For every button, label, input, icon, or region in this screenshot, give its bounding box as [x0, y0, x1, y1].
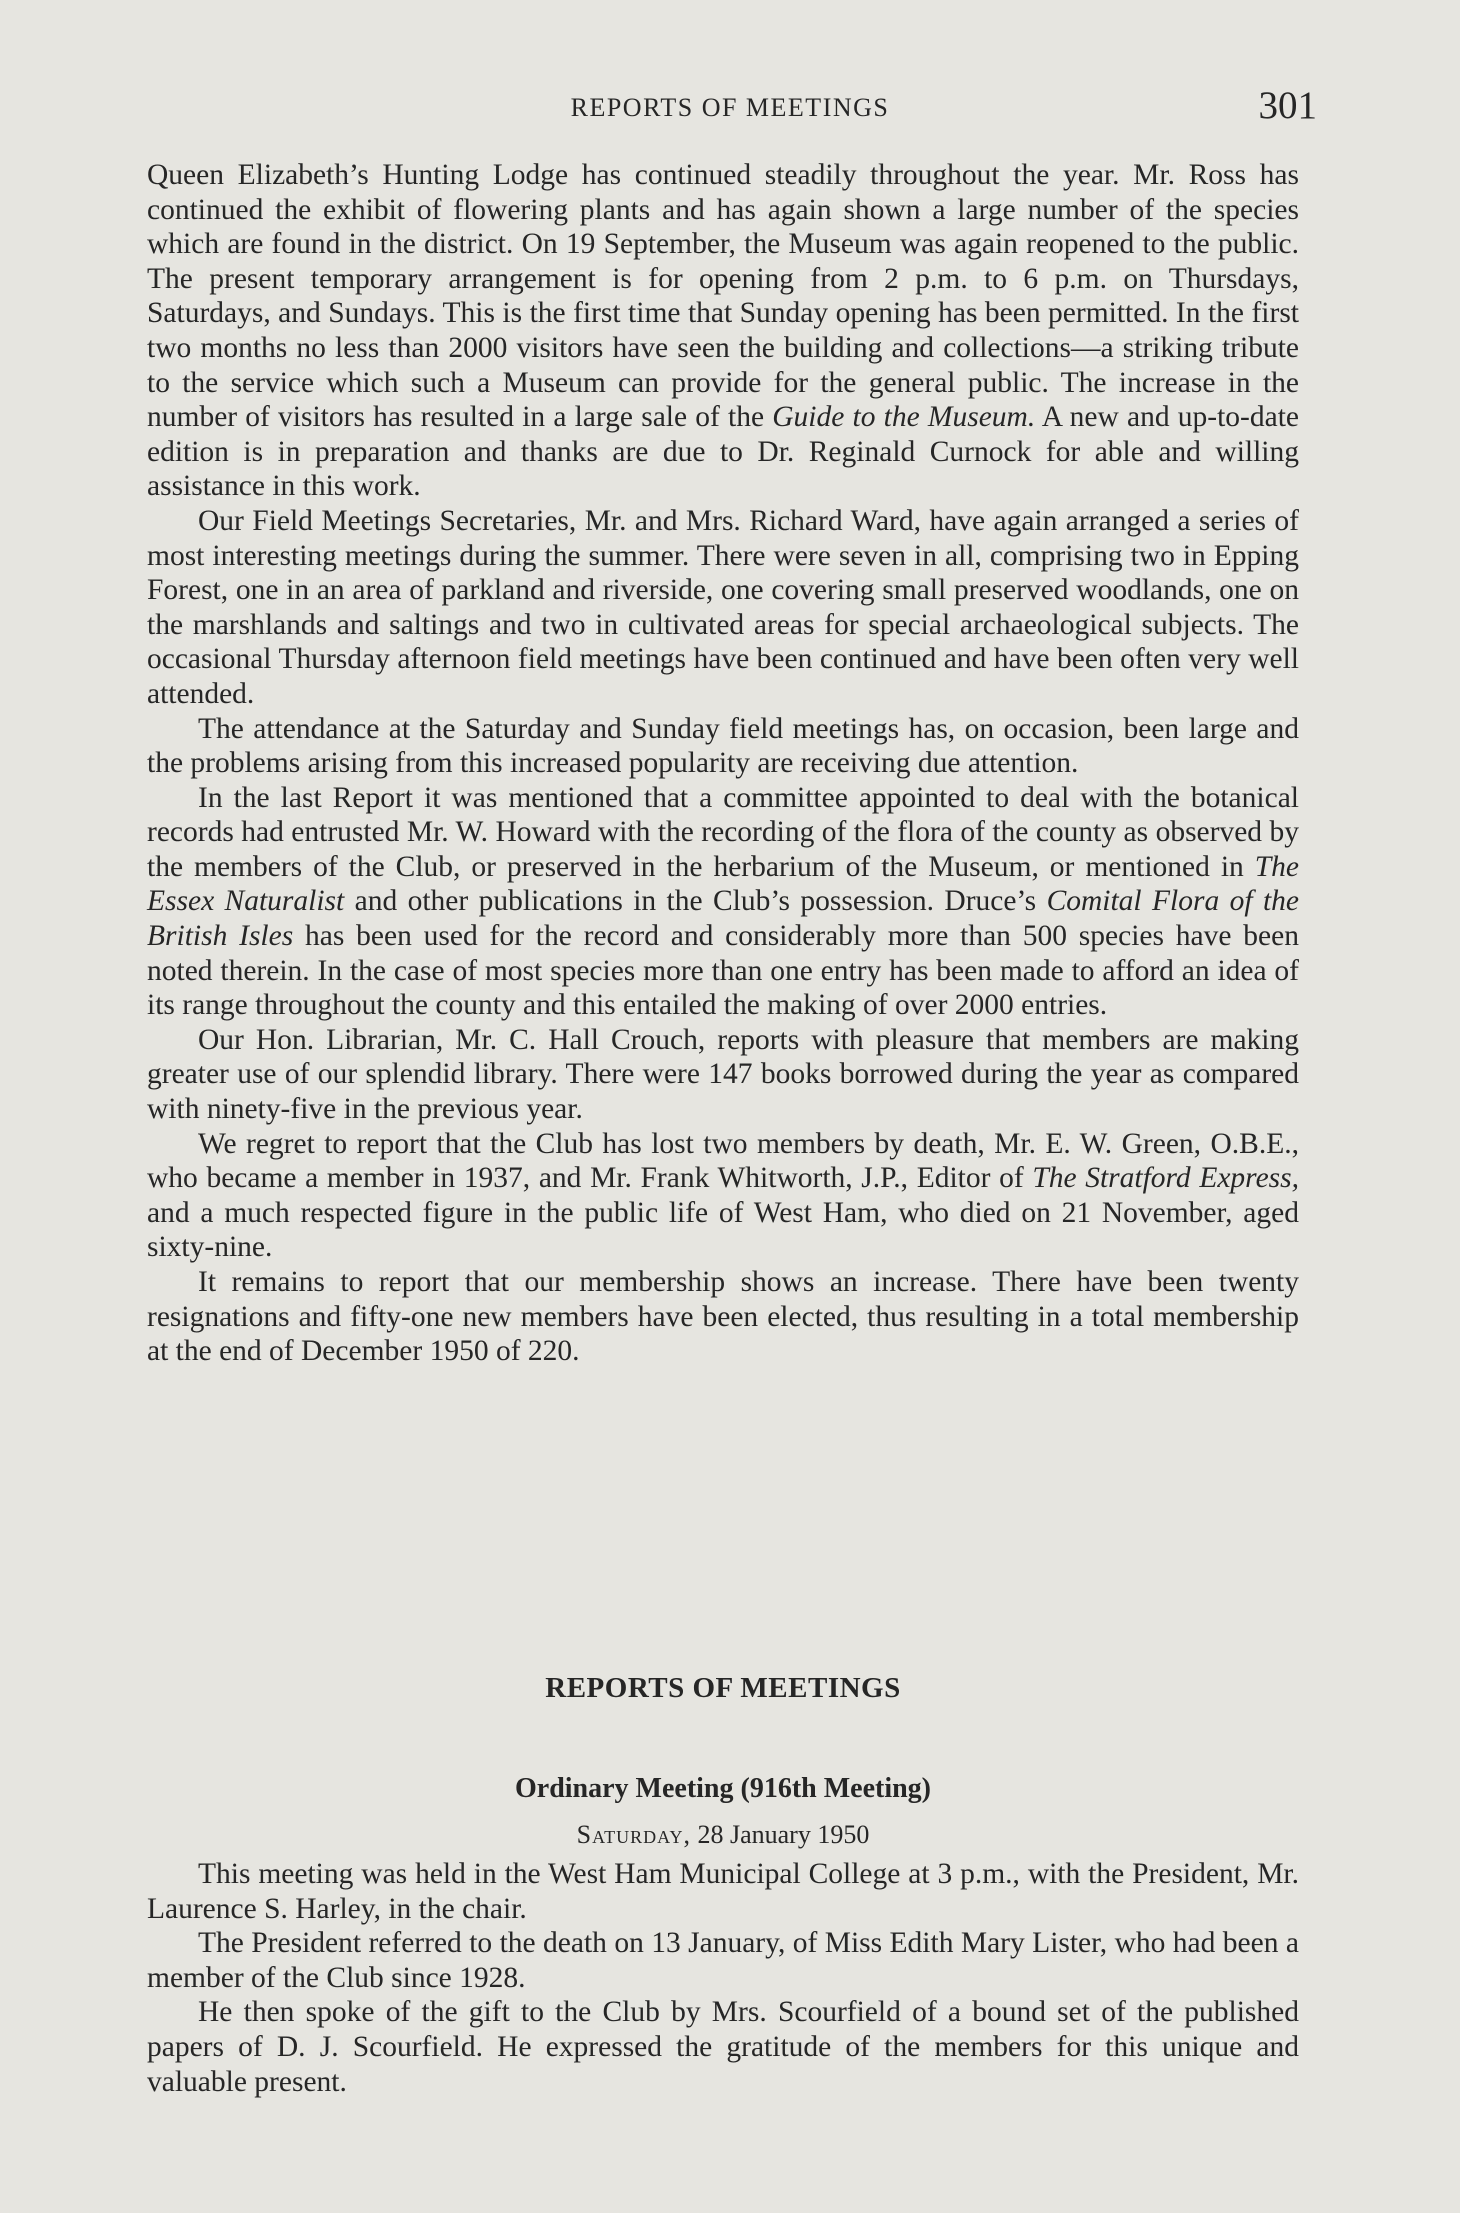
- text-segment: Queen Elizabeth’s Hunting Lodge has continued steadily throughout the year. Mr. Ross has continued the exhibit of flowering plants and has again shown a large number of the species which are found in the district. On 19 September, the Museum was again reopened to the public. The present temporary arrangement is for opening from 2 p.m. to 6 p.m. on Thursdays, Saturdays, and Sundays. This is the first time that Sunday opening has been permitted. In the first two months no less than 2000 visitors have seen the building and collections—a striking tribute to the service which such a Museum can provide for the general public. The increase in the number of visitors has resulted in a large sale of the: [147, 159, 1299, 434]
- meeting-title: Ordinary Meeting (916th Meeting): [514, 1773, 932, 1804]
- meeting-paragraph: He then spoke of the gift to the Club by Mrs. Scourfield of a bound set of the published papers of D. J. Scourfield. He expressed the gratitude of the members for this unique and valuable present.: [147, 1996, 1299, 2098]
- report-paragraph: [147, 158, 1299, 504]
- text-segment: In the last Report it was mentioned that a committee appointed to deal with the botanical records had entrusted Mr. W. Howard with the recording of the flora of the county as observed by the members of the Club, or preserved in the herbarium of the Museum, or mentioned in: [147, 781, 1299, 883]
- report-paragraph: [147, 781, 1299, 1023]
- text-segment: Our Hon. Librarian, Mr. C. Hall Crouch, reports with pleasure that members are making greater use of our splendid library. There were 147 books borrowed during the year as compared with ninety-five in the previous year.: [147, 1023, 1299, 1126]
- meeting-paragraph: The President referred to the death on 13 January, of Miss Edith Mary Lister, who had been a member of the Club since 1928.: [147, 1927, 1299, 1994]
- italic-title: Guide to the Museum.: [772, 401, 1036, 434]
- text-segment: Our Field Meetings Secretaries, Mr. and Mrs. Richard Ward, have again arranged a series of most interesting meetings during the summer. There were seven in all, comprising two in Epping Forest, one in an area of parkland and riverside, one covering small preserved woodlands, one on the marshlands and saltings and two in cultivated areas for special archaeological subjects. The occasional Thursday afternoon field meetings have been continued and have been often very well attended.: [147, 504, 1299, 710]
- italic-title: The Stratford Express,: [1032, 1162, 1299, 1195]
- report-body: [147, 158, 1299, 1369]
- italic-title: Comital Flora of the British Isles: [147, 885, 1299, 953]
- report-paragraph: [147, 1265, 1299, 1369]
- text-segment: We regret to report that the Club has lost two members by death, Mr. E. W. Green, O.B.E., who became a member in 1937, and Mr. Frank Whitworth, J.P., Editor of: [147, 1127, 1299, 1195]
- report-paragraph: [147, 712, 1299, 781]
- text-segment: The attendance at the Saturday and Sunday field meetings has, on occasion, been large and the problems arising from this increased popularity are receiving due attention.: [147, 712, 1299, 780]
- section-heading: REPORTS OF MEETINGS: [545, 1672, 901, 1704]
- meeting-date-text: 28 January 1950: [690, 1820, 870, 1849]
- text-segment: It remains to report that our membership shows an increase. There have been twenty resignations and fifty-one new members have been elected, thus resulting in a total membership at the end of December 1950 of 220.: [147, 1266, 1299, 1368]
- report-paragraph: [147, 1023, 1299, 1127]
- report-paragraph: [147, 504, 1299, 712]
- meeting-date: [147, 1817, 1299, 1853]
- text-segment: and a much respected figure in the public life of West Ham, who died on 21 November, aged sixty-nine.: [147, 1196, 1299, 1264]
- running-title: REPORTS OF MEETINGS: [570, 93, 890, 122]
- text-segment: and other publications in the Club’s possession. Druce’s: [344, 885, 1047, 918]
- text-segment: has been used for the record and considerably more than 500 species have been noted therein. In the case of most species more than one entry has been made to afford an idea of its range throughout the county and this entailed the making of over 2000 entries.: [147, 920, 1299, 1022]
- page-number: 301: [1258, 84, 1317, 127]
- meetings-section: [147, 1668, 1299, 2099]
- meeting-day: Saturday,: [576, 1820, 691, 1849]
- report-paragraph: [147, 1127, 1299, 1265]
- running-header: [0, 84, 1460, 128]
- meeting-paragraph: This meeting was held in the West Ham Municipal College at 3 p.m., with the President, Mr. Laurence S. Harley, in the chair.: [147, 1858, 1299, 1925]
- italic-title: The Essex Naturalist: [147, 850, 1299, 918]
- text-segment: A new and up-to-date edition is in preparation and thanks are due to Dr. Reginald Curnock for able and willing assistance in this work.: [147, 401, 1299, 503]
